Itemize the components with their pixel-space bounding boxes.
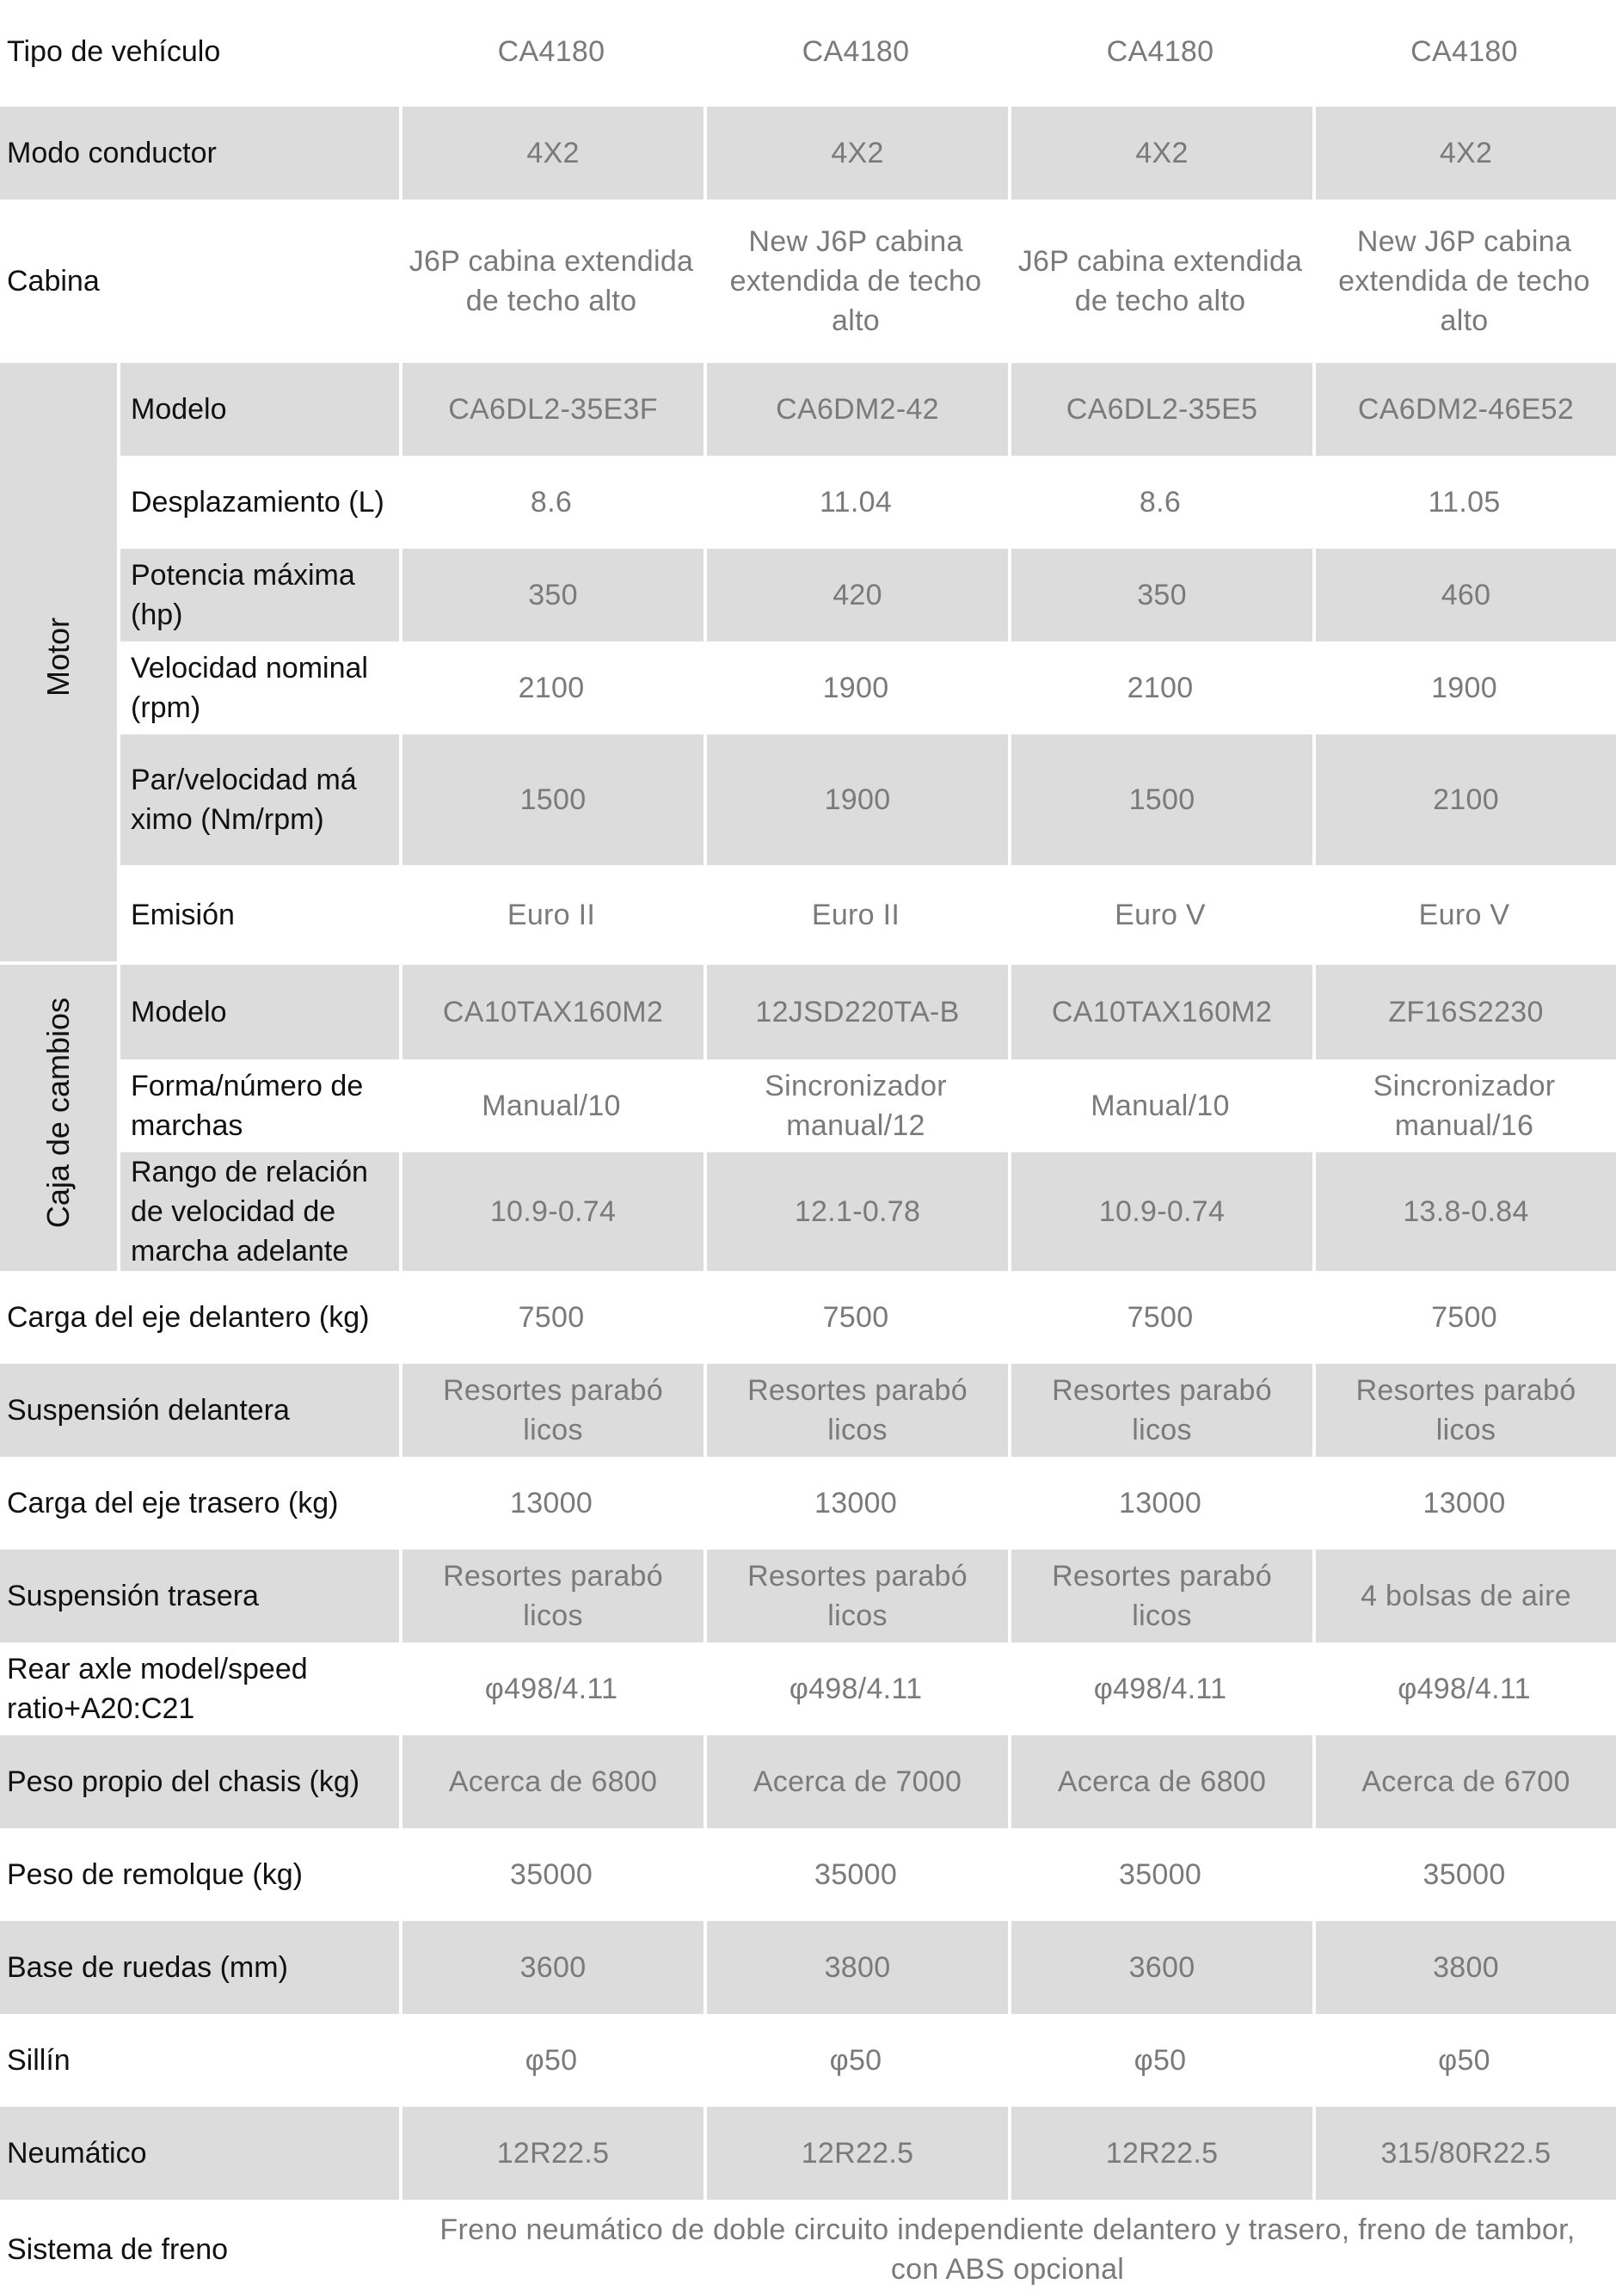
value-cell: 315/80R22.5 [1312,2107,1616,2203]
value-cell: 350 [1008,549,1312,645]
table-row [0,459,1616,549]
value-cell: CA4180 [704,0,1008,107]
value-cell: 2100 [1312,734,1616,869]
value-cell: 4X2 [1312,107,1616,203]
value-cell: 3800 [1312,1921,1616,2017]
value-cell: Acerca de 6700 [1312,1735,1616,1832]
value-cell: ZF16S2230 [1312,965,1616,1063]
value-cell: 12R22.5 [1008,2107,1312,2203]
row-label: Suspensión trasera [0,1550,399,1646]
row-label: Sillín [0,2017,399,2107]
value-cell: CA10TAX160M2 [399,965,704,1063]
value-cell: 35000 [1008,1832,1312,1921]
row-label: Suspensión delantera [0,1364,399,1460]
value-cell: CA4180 [1008,0,1312,107]
table-row [0,203,1616,363]
value-cell: φ50 [1312,2017,1616,2107]
row-label: Peso de remolque (kg) [0,1832,399,1921]
row-label: Forma/número de marchas [117,1063,399,1152]
value-cell: CA4180 [399,0,704,107]
row-label: Peso propio del chasis (kg) [0,1735,399,1832]
value-cell: New J6P cabina extendida de techo alto [704,203,1008,363]
row-label: Base de ruedas (mm) [0,1921,399,2017]
value-cell: J6P cabina extendida de techo alto [399,203,704,363]
value-cell: CA6DL2-35E5 [1008,363,1312,459]
value-cell: Acerca de 7000 [704,1735,1008,1832]
value-cell: 11.04 [704,459,1008,549]
table-row [0,1460,1616,1550]
value-cell: Resortes parabó licos [704,1550,1008,1646]
value-cell: 12.1-0.78 [704,1152,1008,1274]
value-cell: 1900 [704,645,1008,734]
row-label: Modelo [117,363,399,459]
value-cell: 35000 [704,1832,1008,1921]
row-label: Carga del eje trasero (kg) [0,1460,399,1550]
value-cell: Sincronizador manual/12 [704,1063,1008,1152]
value-cell: 1500 [399,734,704,869]
row-label: Tipo de vehículo [0,0,399,107]
value-cell: Euro V [1008,869,1312,965]
value-cell: 10.9-0.74 [1008,1152,1312,1274]
row-label: Potencia máxima (hp) [117,549,399,645]
table-row [0,107,1616,203]
table-row [0,1646,1616,1735]
value-cell: CA6DM2-42 [704,363,1008,459]
value-cell: Sincronizador manual/16 [1312,1063,1616,1152]
value-cell: 2100 [1008,645,1312,734]
value-cell: 13000 [1008,1460,1312,1550]
value-cell: 4X2 [399,107,704,203]
value-cell: Resortes parabó licos [399,1364,704,1460]
table-row [0,645,1616,734]
value-cell: Resortes parabó licos [1008,1550,1312,1646]
table-row [0,1735,1616,1832]
table-row [0,1550,1616,1646]
value-cell: 350 [399,549,704,645]
value-cell: J6P cabina extendida de techo alto [1008,203,1312,363]
row-label: Rear axle model/speed ratio+A20:C21 [0,1646,399,1735]
row-label: Carga del eje delantero (kg) [0,1274,399,1364]
table-row [0,2203,1616,2296]
value-cell: 8.6 [399,459,704,549]
row-label: Par/velocidad má ximo (Nm/rpm) [117,734,399,869]
value-cell: 460 [1312,549,1616,645]
value-cell: 12JSD220TA-B [704,965,1008,1063]
value-cell: 13.8-0.84 [1312,1152,1616,1274]
value-cell: Euro II [399,869,704,965]
value-cell: φ498/4.11 [704,1646,1008,1735]
value-cell: 1500 [1008,734,1312,869]
table-row [0,1152,1616,1274]
value-cell: 4 bolsas de aire [1312,1550,1616,1646]
value-cell: 12R22.5 [399,2107,704,2203]
row-label: Neumático [0,2107,399,2203]
value-cell: 7500 [399,1274,704,1364]
value-cell: 7500 [1312,1274,1616,1364]
table-row [0,1364,1616,1460]
value-cell: CA4180 [1312,0,1616,107]
table-row [0,1063,1616,1152]
value-cell: 3600 [1008,1921,1312,2017]
value-cell: 13000 [704,1460,1008,1550]
value-cell: 12R22.5 [704,2107,1008,2203]
value-cell: 35000 [399,1832,704,1921]
value-cell: 1900 [1312,645,1616,734]
value-cell: 4X2 [1008,107,1312,203]
value-cell: 420 [704,549,1008,645]
value-cell: 2100 [399,645,704,734]
row-label: Emisión [117,869,399,965]
value-cell: 3800 [704,1921,1008,2017]
table-row [0,363,1616,459]
table-row [0,734,1616,869]
row-label: Modo conductor [0,107,399,203]
table-row [0,869,1616,965]
value-cell: 7500 [704,1274,1008,1364]
value-cell: 7500 [1008,1274,1312,1364]
value-cell: 11.05 [1312,459,1616,549]
value-cell: Resortes parabó licos [704,1364,1008,1460]
value-cell: Manual/10 [1008,1063,1312,1152]
table-row [0,1274,1616,1364]
table-row [0,1921,1616,2017]
table-row [0,2107,1616,2203]
table-row [0,965,1616,1063]
value-cell: 13000 [399,1460,704,1550]
value-cell: 10.9-0.74 [399,1152,704,1274]
value-cell: 1900 [704,734,1008,869]
value-cell: Resortes parabó licos [1312,1364,1616,1460]
value-cell: CA6DL2-35E3F [399,363,704,459]
row-label: Desplazamiento (L) [117,459,399,549]
value-cell: Euro II [704,869,1008,965]
value-cell: φ50 [399,2017,704,2107]
value-cell: 13000 [1312,1460,1616,1550]
value-cell: Euro V [1312,869,1616,965]
table-row [0,0,1616,107]
value-cell: φ498/4.11 [399,1646,704,1735]
value-cell: CA10TAX160M2 [1008,965,1312,1063]
value-cell: Acerca de 6800 [399,1735,704,1832]
value-cell: 8.6 [1008,459,1312,549]
group-label-motor: Motor [0,363,117,965]
value-cell: 4X2 [704,107,1008,203]
row-label: Rango de relación de velocidad de marcha adelante [117,1152,399,1274]
table-row [0,1832,1616,1921]
value-cell: New J6P cabina extendida de techo alto [1312,203,1616,363]
row-label: Cabina [0,203,399,363]
value-cell: φ498/4.11 [1008,1646,1312,1735]
value-cell: Acerca de 6800 [1008,1735,1312,1832]
value-cell: φ498/4.11 [1312,1646,1616,1735]
table-row [0,549,1616,645]
value-cell: Resortes parabó licos [1008,1364,1312,1460]
value-cell: Manual/10 [399,1063,704,1152]
row-label: Sistema de freno [0,2203,399,2296]
value-cell: Resortes parabó licos [399,1550,704,1646]
value-cell: φ50 [704,2017,1008,2107]
row-label: Velocidad nominal (rpm) [117,645,399,734]
row-label: Modelo [117,965,399,1063]
value-cell: 3600 [399,1921,704,2017]
value-cell: φ50 [1008,2017,1312,2107]
table-row [0,2017,1616,2107]
group-label-gearbox: Caja de cambios [0,965,117,1274]
brake-value-cell: Freno neumático de doble circuito independiente delantero y trasero, freno de tambor, con ABS opcional [399,2203,1616,2296]
value-cell: 35000 [1312,1832,1616,1921]
value-cell: CA6DM2-46E52 [1312,363,1616,459]
